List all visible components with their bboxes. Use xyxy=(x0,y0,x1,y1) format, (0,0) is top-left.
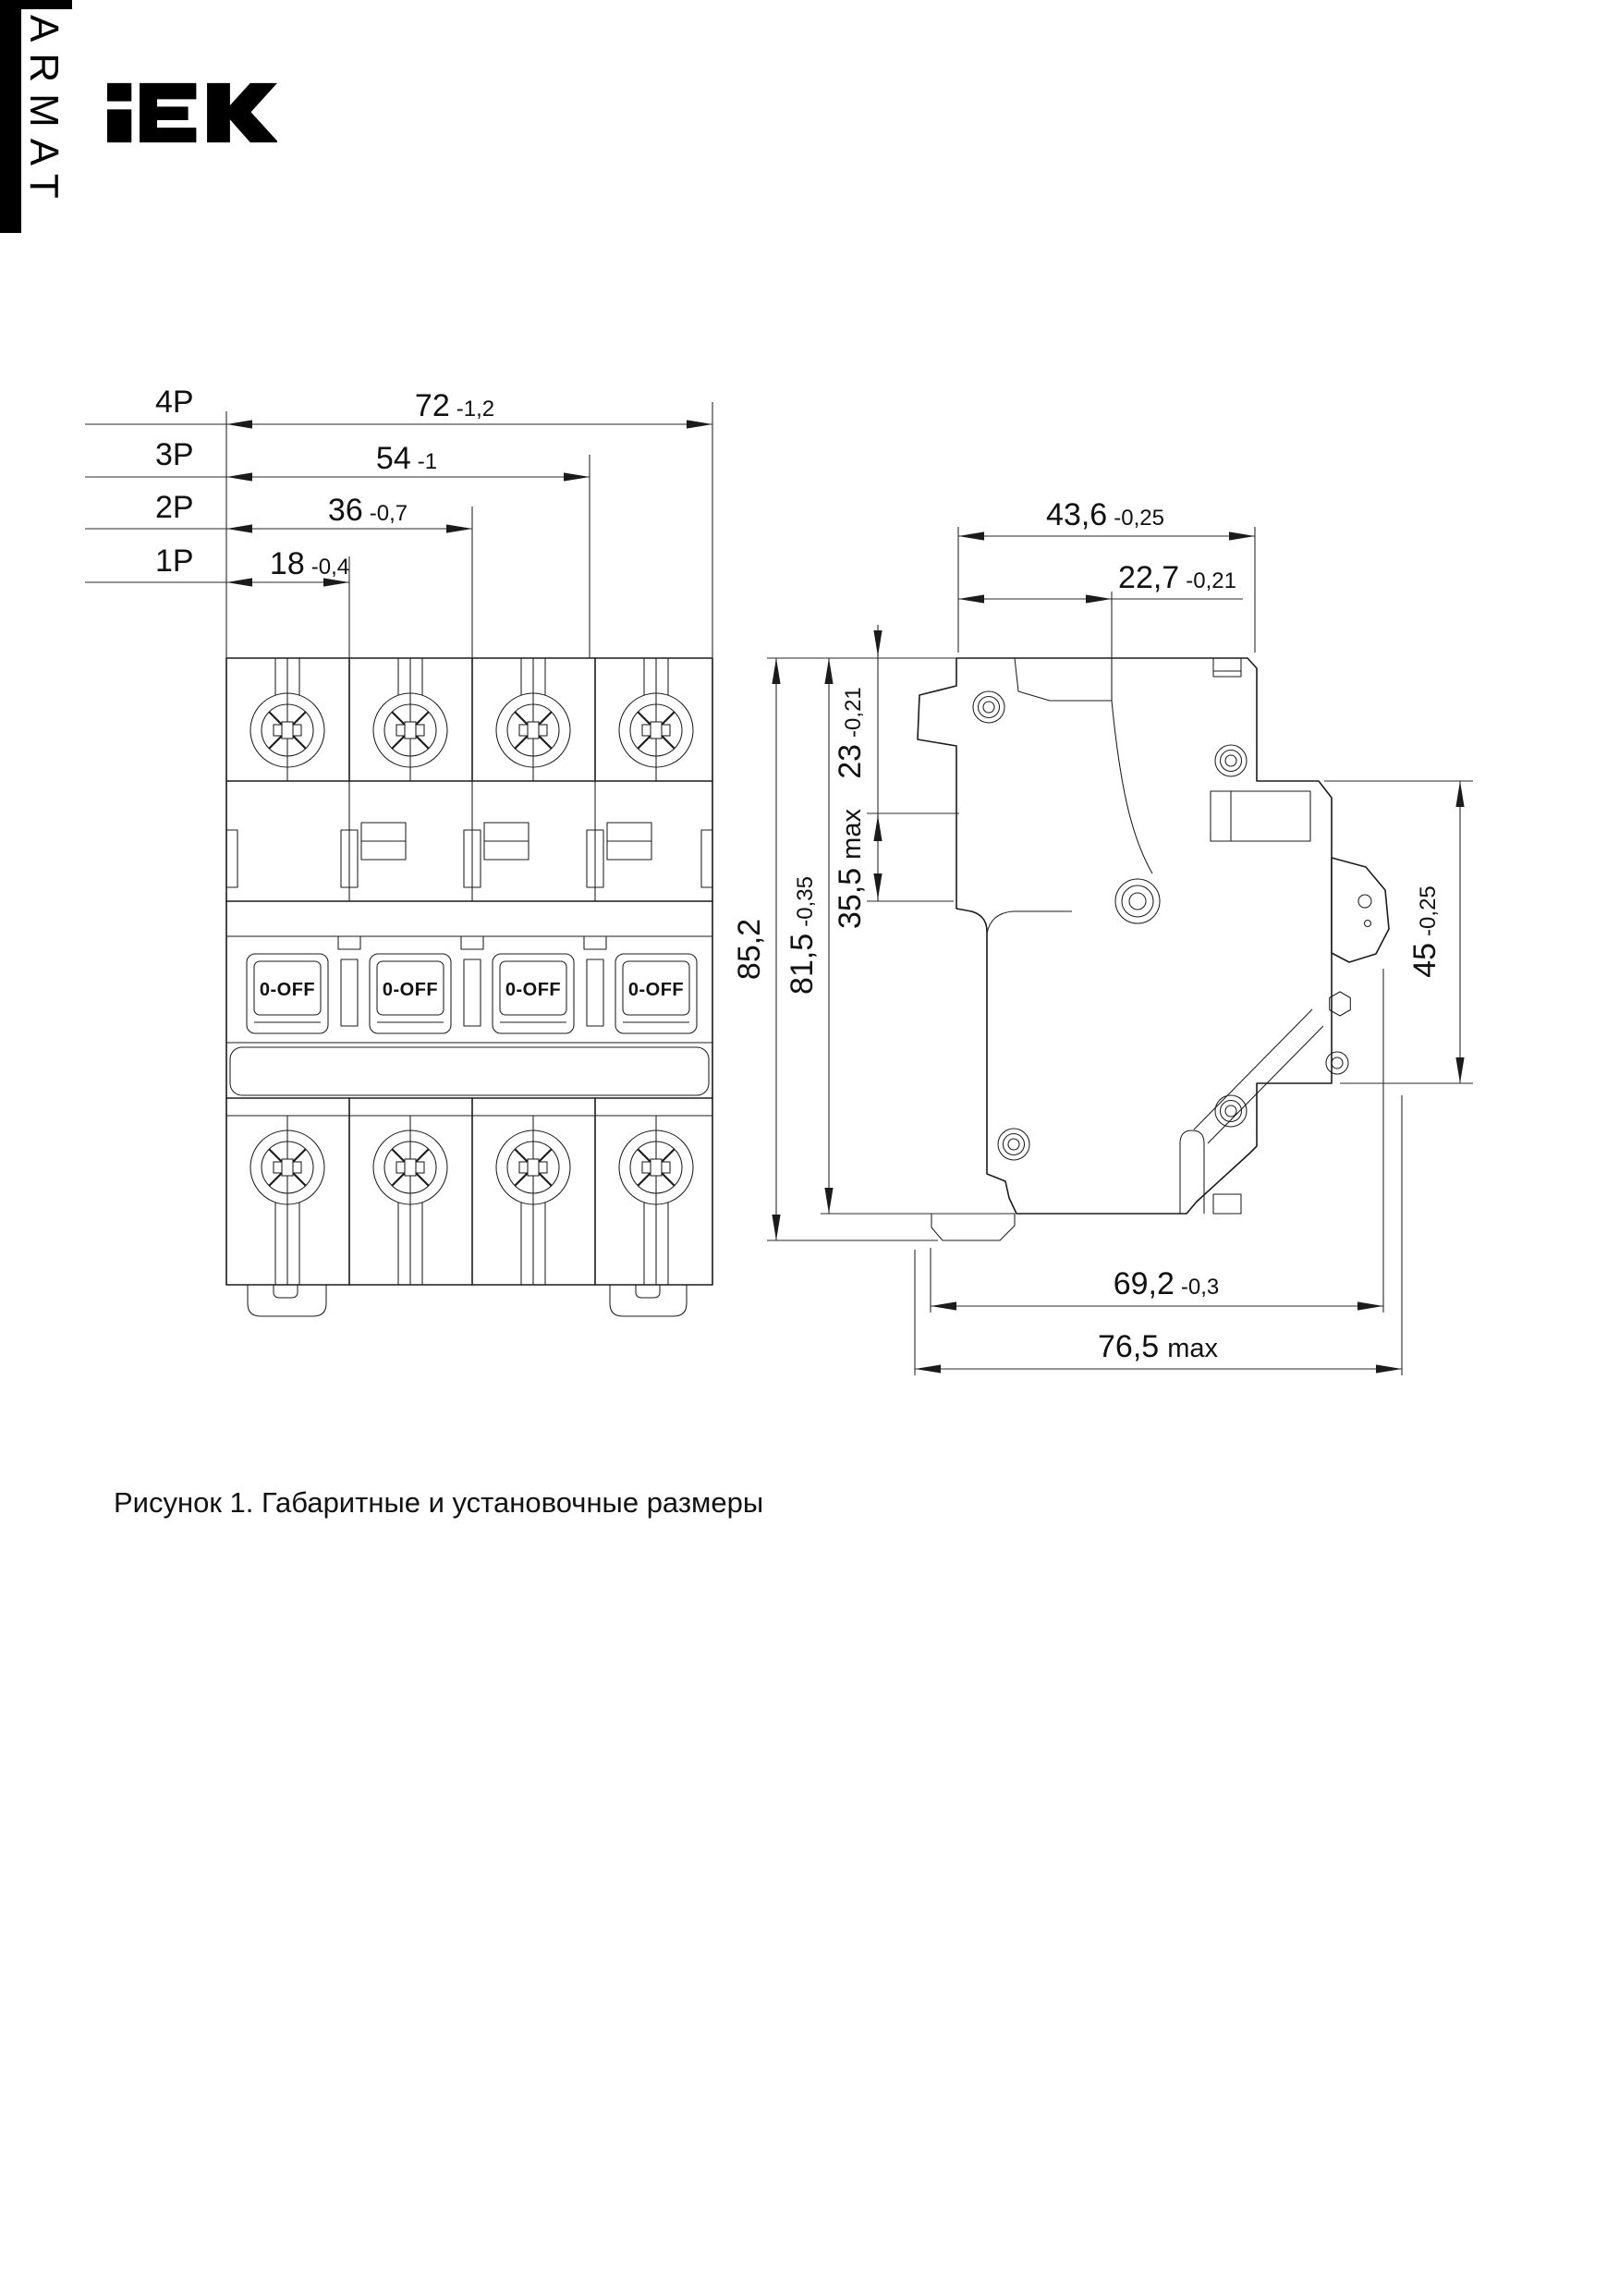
toggle-link xyxy=(587,959,603,1026)
pole-label-2p: 2P xyxy=(155,490,194,525)
dim-value-81-5: 81,5-0,35 xyxy=(785,876,820,995)
front-view-dimensions xyxy=(85,385,712,658)
dim-value-23: 23-0,21 xyxy=(833,687,868,779)
figure-caption: Рисунок 1. Габаритные и установочные размеры xyxy=(114,1486,764,1519)
front-view xyxy=(226,658,712,1316)
top-step xyxy=(1015,658,1112,701)
pole-latches xyxy=(226,823,712,887)
armat-black-bar xyxy=(0,0,21,233)
logo-e xyxy=(140,83,196,142)
top-tab xyxy=(1213,658,1241,677)
marking-window xyxy=(1211,791,1310,841)
rivets xyxy=(973,691,1247,1160)
side-view-outline xyxy=(918,658,1332,1214)
inner-contour xyxy=(1112,701,1152,873)
band-notches xyxy=(338,936,606,949)
dim-value-43-6: 43,6 -0,25 xyxy=(1046,497,1164,532)
toggle-label-1: 0-OFF xyxy=(259,980,316,1000)
side-din-clip xyxy=(931,1214,1015,1240)
dimension-drawing xyxy=(0,351,1619,1405)
dim-value-69-2: 69,2 -0,3 xyxy=(1113,1266,1220,1301)
dim-value-76-5: 76,5 max xyxy=(1098,1329,1218,1364)
dim-value-22-7: 22,7 -0,21 xyxy=(1118,560,1236,595)
pole-label-4p: 4P xyxy=(155,385,194,420)
dim-value-4p: 72 -1,2 xyxy=(414,388,495,423)
toggle-handles xyxy=(247,954,697,1033)
side-view xyxy=(918,658,1389,1240)
iek-logo xyxy=(107,70,277,155)
dim-value-3p: 54 -1 xyxy=(375,441,438,476)
toggle-label-4: 0-OFF xyxy=(627,980,685,1000)
dim-value-85-2: 85,2 xyxy=(732,918,767,981)
hex-nut xyxy=(1330,992,1351,1016)
iek-logo-glyphs xyxy=(107,83,277,142)
dim-value-35-5: 35,5max xyxy=(833,809,868,929)
toggle-link xyxy=(464,959,481,1026)
lever-slot xyxy=(1180,1130,1204,1214)
din-clip-left xyxy=(248,1285,326,1316)
din-clips xyxy=(248,1285,687,1316)
logo-i-dot xyxy=(107,83,131,102)
dim-value-1p: 18 -0,4 xyxy=(269,546,350,581)
toggle-link xyxy=(341,959,358,1026)
toggle-label-3: 0-OFF xyxy=(505,980,562,1000)
logo-i-stem xyxy=(107,109,131,142)
dim-value-45: 45-0,25 xyxy=(1407,885,1442,978)
toggle-label-2: 0-OFF xyxy=(382,980,439,1000)
logo-k xyxy=(207,83,277,142)
pole-dividers xyxy=(349,658,595,1285)
side-toggle-lever xyxy=(1332,858,1389,962)
dim-value-2p: 36 -0,7 xyxy=(327,493,408,528)
pole-label-1p: 1P xyxy=(155,543,194,579)
din-clip-right xyxy=(610,1285,687,1316)
toggle-shaft xyxy=(1194,1009,1312,1130)
pole-label-3p: 3P xyxy=(155,437,194,472)
armat-series-label: ARMAT xyxy=(21,15,67,210)
din-band xyxy=(230,1047,709,1095)
